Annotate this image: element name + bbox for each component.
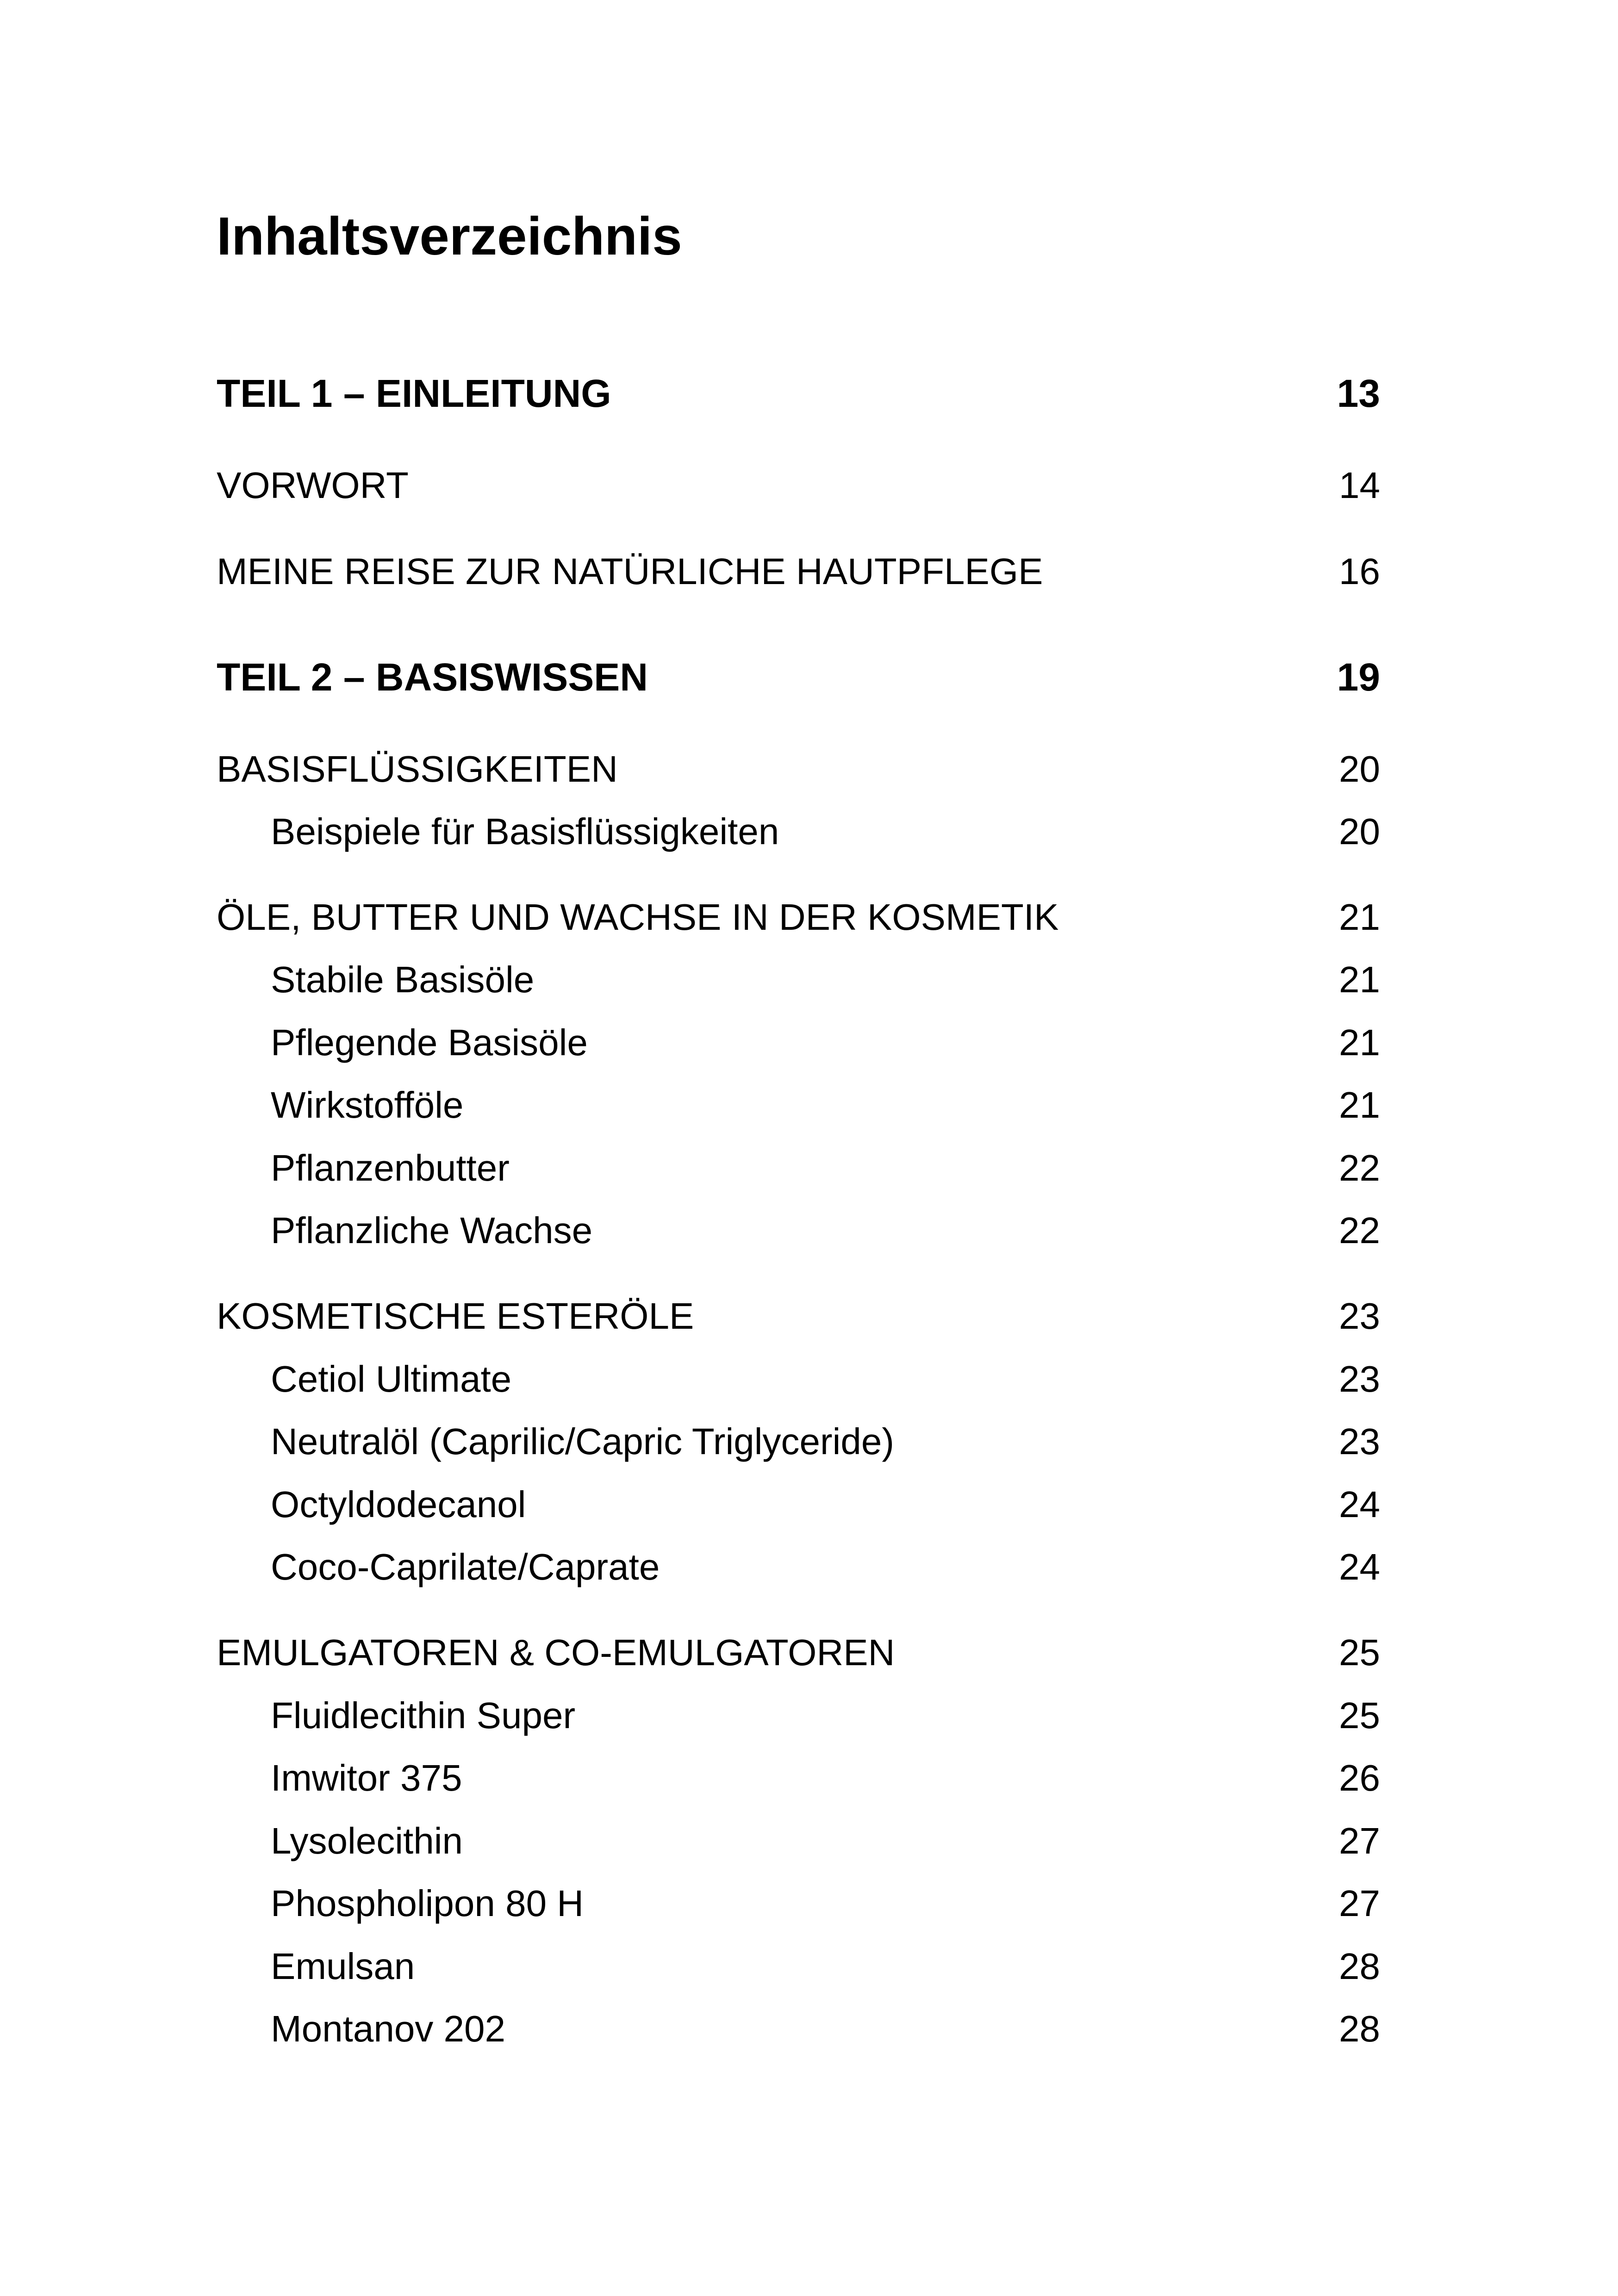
toc-entry-label: Octyldodecanol (271, 1484, 526, 1525)
toc-entry-page: 24 (1339, 1546, 1380, 1587)
toc-entry-label: TEIL 1 – EINLEITUNG (217, 372, 611, 415)
toc-entry-page: 20 (1339, 811, 1380, 852)
toc-entry-label: VORWORT (217, 465, 409, 506)
toc-entry-label: KOSMETISCHE ESTERÖLE (217, 1295, 694, 1337)
toc-entry-page: 26 (1339, 1757, 1380, 1798)
toc-entry-page: 24 (1339, 1484, 1380, 1525)
toc-entry-part[interactable] (217, 366, 1380, 421)
toc-entry-section[interactable] (217, 1479, 1380, 1530)
toc-entry-label: Pflegende Basisöle (271, 1022, 588, 1063)
toc-entry-page: 25 (1339, 1695, 1380, 1736)
toc-entry-label: EMULGATOREN & CO-EMULGATOREN (217, 1632, 895, 1673)
toc-entry-page: 28 (1339, 1946, 1380, 1987)
toc-entry-label: Lysolecithin (271, 1820, 463, 1861)
toc-entry-section[interactable] (217, 1205, 1380, 1256)
toc-entry-page: 23 (1339, 1358, 1380, 1400)
toc-entry-label: Emulsan (271, 1946, 415, 1987)
toc-entry-chapter[interactable] (217, 546, 1380, 597)
toc-entry-page: 22 (1339, 1210, 1380, 1251)
toc-entry-page: 23 (1339, 1421, 1380, 1462)
toc-entry-section[interactable] (217, 1816, 1380, 1867)
toc-entry-section[interactable] (217, 1017, 1380, 1068)
toc-entry-section[interactable] (217, 1080, 1380, 1131)
toc-entry-part[interactable] (217, 649, 1380, 705)
toc-entry-chapter[interactable] (217, 1627, 1380, 1678)
toc-entry-label: Phospholipon 80 H (271, 1883, 584, 1924)
page-title: Inhaltsverzeichnis (217, 206, 682, 266)
toc-entry-section[interactable] (217, 806, 1380, 857)
toc-entry-label: ÖLE, BUTTER UND WACHSE IN DER KOSMETIK (217, 896, 1059, 938)
toc-entry-section[interactable] (217, 1878, 1380, 1929)
toc-entry-section[interactable] (217, 2004, 1380, 2054)
toc-entry-page: 21 (1339, 1022, 1380, 1063)
toc-entry-page: 28 (1339, 2008, 1380, 2049)
toc-entry-label: Cetiol Ultimate (271, 1358, 512, 1400)
toc-entry-page: 19 (1337, 655, 1380, 699)
toc-entry-label: BASISFLÜSSIGKEITEN (217, 748, 618, 790)
toc-entry-page: 27 (1339, 1820, 1380, 1861)
toc-entry-page: 27 (1339, 1883, 1380, 1924)
toc-entry-section[interactable] (217, 1542, 1380, 1593)
toc-entry-page: 22 (1339, 1147, 1380, 1188)
toc-entry-label: MEINE REISE ZUR NATÜRLICHE HAUTPFLEGE (217, 551, 1043, 592)
toc-entry-section[interactable] (217, 1690, 1380, 1741)
toc-entry-section[interactable] (217, 1941, 1380, 1992)
toc-entry-label: Pflanzenbutter (271, 1147, 510, 1188)
toc-entry-chapter[interactable] (217, 744, 1380, 795)
toc-entry-chapter[interactable] (217, 892, 1380, 943)
toc-entry-section[interactable] (217, 1753, 1380, 1804)
toc-entry-label: Montanov 202 (271, 2008, 506, 2049)
toc-entry-chapter[interactable] (217, 1291, 1380, 1342)
toc-entry-section[interactable] (217, 1354, 1380, 1405)
toc-entry-label: Stabile Basisöle (271, 959, 535, 1000)
toc-entry-label: TEIL 2 – BASISWISSEN (217, 655, 648, 699)
toc-entry-section[interactable] (217, 1143, 1380, 1194)
toc-entry-page: 14 (1339, 465, 1380, 506)
toc-entry-page: 25 (1339, 1632, 1380, 1673)
toc-entry-label: Coco-Caprilate/Caprate (271, 1546, 660, 1587)
toc-entry-label: Neutralöl (Caprilic/Capric Triglyceride) (271, 1421, 895, 1462)
toc-entry-page: 16 (1339, 551, 1380, 592)
toc-entry-label: Beispiele für Basisflüssigkeiten (271, 811, 779, 852)
toc-entry-section[interactable] (217, 954, 1380, 1005)
toc-entry-label: Imwitor 375 (271, 1757, 462, 1798)
toc-entry-page: 21 (1339, 1084, 1380, 1126)
toc-entry-label: Wirkstofföle (271, 1084, 464, 1126)
toc-entry-page: 20 (1339, 748, 1380, 790)
toc-entry-chapter[interactable] (217, 460, 1380, 511)
toc-entry-label: Pflanzliche Wachse (271, 1210, 593, 1251)
toc-entry-page: 21 (1339, 896, 1380, 938)
toc-entry-section[interactable] (217, 1416, 1380, 1467)
toc-entry-page: 21 (1339, 959, 1380, 1000)
toc-entry-page: 23 (1339, 1295, 1380, 1337)
toc-entry-label: Fluidlecithin Super (271, 1695, 576, 1736)
toc-entry-page: 13 (1337, 372, 1380, 415)
